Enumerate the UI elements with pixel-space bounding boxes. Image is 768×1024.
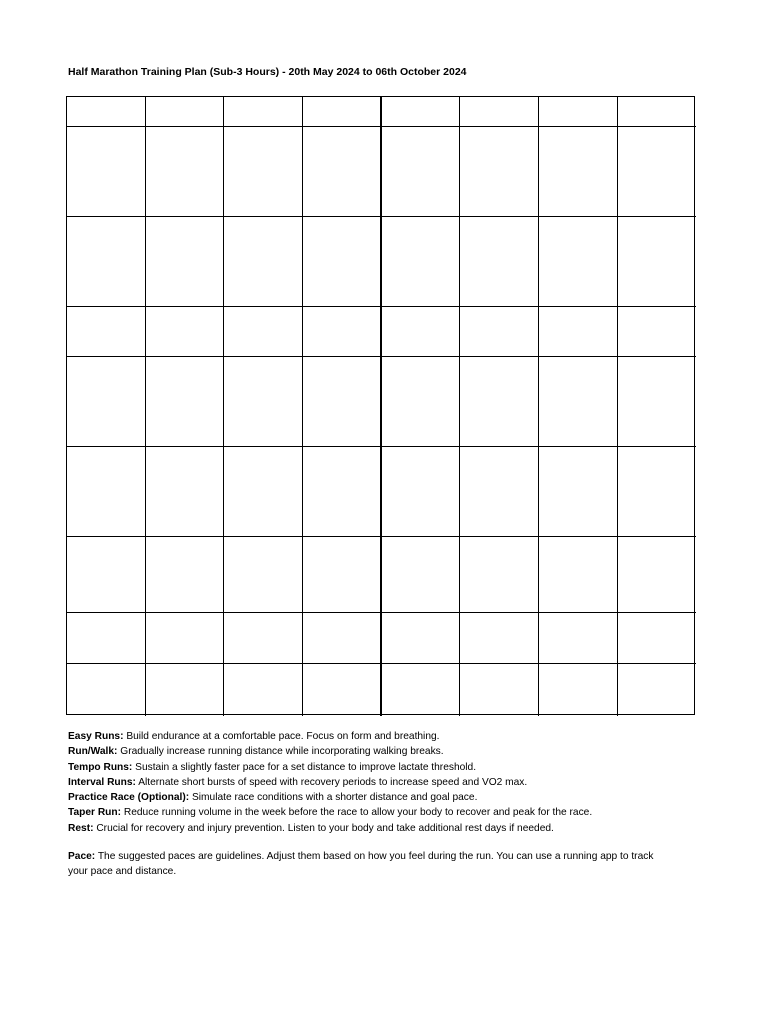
table-cell bbox=[460, 664, 539, 716]
table-cell bbox=[146, 447, 224, 537]
table-cell bbox=[381, 447, 460, 537]
table-cell bbox=[146, 664, 224, 716]
table-cell bbox=[146, 307, 224, 357]
table-cell bbox=[224, 664, 303, 716]
table-cell bbox=[460, 217, 539, 307]
table-cell bbox=[224, 447, 303, 537]
table-cell bbox=[460, 613, 539, 664]
table-cell bbox=[539, 357, 618, 447]
table-cell bbox=[539, 537, 618, 613]
table-cell bbox=[381, 97, 460, 127]
legend-term: Run/Walk: bbox=[68, 746, 118, 758]
legend-item-rest bbox=[68, 821, 708, 836]
table-cell bbox=[303, 613, 381, 664]
table-cell bbox=[303, 127, 381, 217]
table-cell bbox=[381, 357, 460, 447]
table-cell bbox=[618, 97, 696, 127]
table-cell bbox=[381, 307, 460, 357]
table-cell bbox=[539, 664, 618, 716]
table-cell bbox=[460, 447, 539, 537]
legend bbox=[68, 729, 708, 836]
legend-description: Crucial for recovery and injury prevention. Listen to your body and take additional rest days if needed. bbox=[93, 822, 554, 834]
table-cell bbox=[67, 357, 146, 447]
table-cell bbox=[67, 217, 146, 307]
pace-term: Pace: bbox=[68, 851, 96, 862]
legend-term: Interval Runs: bbox=[68, 776, 136, 788]
table-cell bbox=[381, 537, 460, 613]
legend-description: Simulate race conditions with a shorter distance and goal pace. bbox=[189, 792, 478, 804]
table-cell bbox=[303, 537, 381, 613]
table-cell bbox=[618, 537, 696, 613]
legend-term: Taper Run: bbox=[68, 807, 122, 819]
pace-note bbox=[68, 849, 668, 880]
legend-item-tempo-runs bbox=[68, 760, 708, 775]
pace-description: The suggested paces are guidelines. Adjust them based on how you feel during the run. You can use a running app to track your pace and distance. bbox=[68, 851, 654, 878]
table-cell bbox=[67, 127, 146, 217]
legend-term: Practice Race (Optional): bbox=[68, 792, 190, 804]
table-cell bbox=[618, 613, 696, 664]
table-cell bbox=[146, 613, 224, 664]
table-cell bbox=[303, 97, 381, 127]
table-cell bbox=[460, 127, 539, 217]
table-cell bbox=[67, 613, 146, 664]
table-cell bbox=[303, 217, 381, 307]
table-cell bbox=[224, 537, 303, 613]
table-cell bbox=[618, 447, 696, 537]
legend-description: Alternate short bursts of speed with recovery periods to increase speed and VO2 max. bbox=[135, 776, 528, 788]
table-cell bbox=[618, 664, 696, 716]
legend-item-run-walk bbox=[68, 744, 708, 759]
legend-description: Reduce running volume in the week before the race to allow your body to recover and peak for the race. bbox=[121, 807, 593, 819]
table-cell bbox=[224, 307, 303, 357]
legend-item-taper-run bbox=[68, 805, 708, 820]
table-cell bbox=[67, 664, 146, 716]
legend-description: Build endurance at a comfortable pace. Focus on form and breathing. bbox=[123, 731, 440, 742]
legend-term: Rest: bbox=[68, 822, 94, 834]
table-cell bbox=[146, 537, 224, 613]
table-cell bbox=[224, 217, 303, 307]
table-cell bbox=[460, 357, 539, 447]
table-cell bbox=[224, 613, 303, 664]
table-cell bbox=[539, 613, 618, 664]
table-cell bbox=[460, 537, 539, 613]
table-cell bbox=[618, 217, 696, 307]
table-cell bbox=[539, 217, 618, 307]
table-cell bbox=[303, 447, 381, 537]
legend-description: Sustain a slightly faster pace for a set distance to improve lactate threshold. bbox=[132, 761, 477, 773]
table-cell bbox=[618, 357, 696, 447]
table-cell bbox=[381, 217, 460, 307]
page-title: Half Marathon Training Plan (Sub-3 Hours) - 20th May 2024 to 06th October 2024 bbox=[68, 66, 467, 78]
table-cell bbox=[224, 97, 303, 127]
table-cell bbox=[618, 127, 696, 217]
table-cell bbox=[539, 307, 618, 357]
table-cell bbox=[460, 307, 539, 357]
table-cell bbox=[146, 357, 224, 447]
table-cell bbox=[146, 217, 224, 307]
table-cell bbox=[539, 97, 618, 127]
table-cell bbox=[146, 127, 224, 217]
table-cell bbox=[224, 127, 303, 217]
table-cell bbox=[146, 97, 224, 127]
table-cell bbox=[224, 357, 303, 447]
legend-term: Tempo Runs: bbox=[68, 761, 133, 773]
table-cell bbox=[67, 307, 146, 357]
table-cell bbox=[67, 447, 146, 537]
training-plan-table bbox=[66, 96, 695, 715]
table-cell bbox=[381, 664, 460, 716]
table-cell bbox=[303, 307, 381, 357]
legend-item-practice-race bbox=[68, 790, 708, 805]
table-cell bbox=[67, 537, 146, 613]
legend-description: Gradually increase running distance while incorporating walking breaks. bbox=[117, 746, 444, 758]
table-cell bbox=[303, 664, 381, 716]
table-cell bbox=[460, 97, 539, 127]
table-cell bbox=[618, 307, 696, 357]
table-cell bbox=[67, 97, 146, 127]
legend-term: Easy Runs: bbox=[68, 731, 124, 742]
table-cell bbox=[381, 613, 460, 664]
table-cell bbox=[381, 127, 460, 217]
table-cell bbox=[539, 127, 618, 217]
legend-item-easy-runs bbox=[68, 729, 708, 744]
table-cell bbox=[539, 447, 618, 537]
legend-item-interval-runs bbox=[68, 775, 708, 790]
table-cell bbox=[303, 357, 381, 447]
